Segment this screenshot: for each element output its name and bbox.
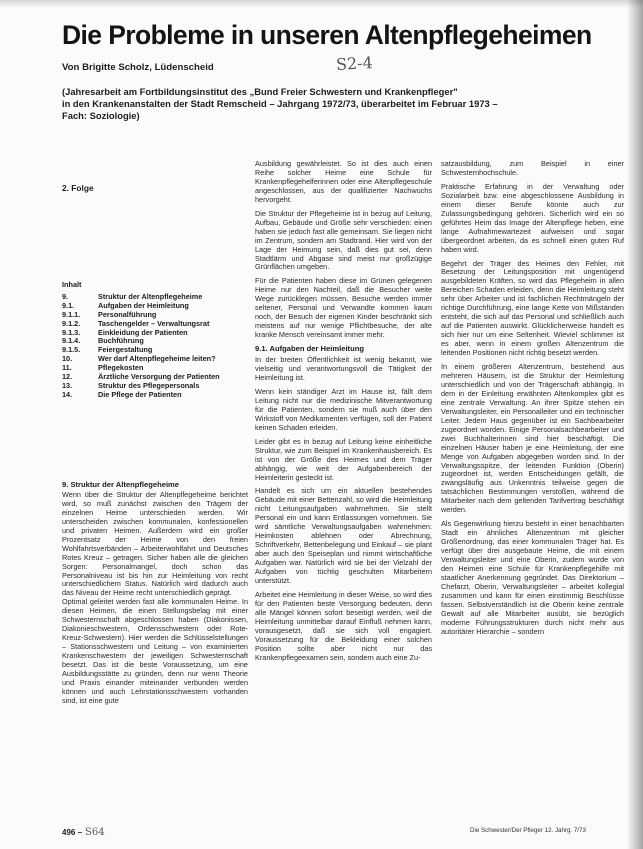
column-3	[441, 160, 624, 642]
series-part-label: 2. Folge	[62, 183, 94, 193]
toc-item-number: 9.1.1.	[62, 309, 81, 319]
toc-item-number: 12.	[62, 372, 73, 382]
page-number	[62, 827, 105, 838]
toc-item-number: 14.	[62, 389, 73, 399]
page-number-text: 496 –	[62, 828, 83, 837]
intro-line: (Jahresarbeit am Fortbildungsinstitut des „Bund Freier Schwestern und Krankenpfleger"	[62, 86, 458, 97]
toc-item-text: Taschengelder – Verwaltungsrat	[98, 318, 210, 328]
body-paragraph: Praktische Erfahrung in der Verwaltung oder Sozialarbeit bzw. eine abgeschlossene Ausbildung in einem dieser Berufe könnte auch zur Zulassungsbedingung gehören. Sicherlich wird ein so geführtes Heim das Image der Altenpflege heben, eine lange Aufnahmewartezeit aufweisen und sogar übergeordnet arbeiten, da es schnell einen guten Ruf haben wird.	[441, 181, 624, 254]
body-paragraph: Für die Patienten haben diese im Grünen gelegenen Heime nur den Nachteil, daß die Besucher weite Wege zurücklegen müssen. Besuche werden immer seltener, Personal und Verwandte kommen kaum noch, der Besuch der eigenen Kinder beschränkt sich meistens auf nur wenige Pflichtbesuche, der alte kranke Mensch vereinsamt immer mehr.	[255, 276, 432, 340]
handwritten-page-note: S64	[85, 827, 105, 838]
scan-top-shadow	[0, 0, 643, 8]
article-title: Die Probleme in unseren Altenpflegeheimen	[62, 20, 592, 50]
intro-line: in den Krankenanstalten der Stadt Remscheid – Jahrgang 1972/73, überarbeitet im Februar 1973 –	[62, 98, 498, 110]
toc-item	[62, 391, 248, 400]
intro-line: Fach: Soziologie)	[62, 110, 140, 122]
body-paragraph: Die Struktur der Pflegeheime ist in bezug auf Leitung, Aufbau, Gebäude und Größe sehr verschieden: einen haben sie jedoch fast alle gemeinsam. Sie liegen nicht im Zentrum, sondern am Stadtrand. Hier wird von der Lage der Heimung sein, daß dies gut sei, denn Stadtlärm und Abgase sind meist nur großzügige Grünflächen umgeben.	[255, 208, 432, 272]
toc-heading: Inhalt	[62, 280, 82, 289]
body-paragraph: In der breiten Öffentlichkeit ist wenig bekannt, wie vielseitig und verantwortungsvoll die Tätigkeit der Heimleitung ist.	[255, 355, 432, 382]
toc-item-text: Feiergestaltung	[98, 345, 153, 355]
toc-item-text: Einkleidung der Patienten	[98, 327, 188, 337]
body-paragraph: Als Gegenwirkung hierzu besteht in einer benachbarten Stadt ein ähnliches Altenzentrum mit gleicher Größenordnung, das einer kommunalen Träger hat. Es verfügt über drei ausgebaute Heime, die mit einem Verwaltungsleiter und eine Oberin, zudem wurde von den Heimen eine Schule für Krankenpflegehilfe mit staatlicher Anerkennung gegründet. Das Direktorium – Chefarzt, Oberin, Verwaltungsleiter – arbeitet kollegial zusammen und kann für einen einstimmig Beschlüsse fassen. Selbstverständlich ist die Oberin keine zentrale Gewalt auf alle Mitarbeiter ausübt, sie bezüglich moderne Führungsstrukturen durch nicht mehr aus autoritärer Hierarchie – sondern	[441, 519, 624, 636]
toc-item-number: 13.	[62, 380, 73, 390]
body-paragraph: In einem größeren Altenzentrum, bestehend aus mehreren Häusern, ist die Struktur der Heimleitung unterschiedlich und von der Trägerschaft abhängig. In dem in der Einleitung erwähnten Altenkomplex gibt es eine zentrale Verwaltung. An ihrer Spitze stehen ein Verwaltungsleiter, ein Personalleiter und ein technischer Leiter. Jedem Haus gegenüber ist ein Sachbearbeiter zugeordnet worden. Einige Personalsachbearbeiter und zwei Buchhalterinnen sind hier beschäftigt. Die einzelnen Häuser haben je eine Heimleitung, der eine Menge von Aufgaben abgegeben worden sind. In der Verwaltungsspitze, der leitenden Funktion (Oberin) zugeordnet ist, werden Entscheidungen gefällt, die zwangsläufig aus Unkenntnis teilweise gegen die tatsächlichen Bestimmungen verstoßen, während die Mitarbeiter nach dem geltenden Tarifvertrag beschäftigt werden.	[441, 362, 624, 515]
body-paragraph: Arbeitet eine Heimleitung in dieser Weise, so wird dies für den Patienten beste Versorgung bedeuten, denn alle Mängel können sofort beseitigt werden, weil die Heimleitung unmittelbar darauf Einfluß nehmen kann, vorausgesetzt, daß sie sich voll engagiert. Voraussetzung für die Bekleidung einer solchen Position sollte aber nicht nur das Krankenpflegeexamen sein, sondern auch eine Zu-	[255, 589, 432, 662]
article-byline: Von Brigitte Scholz, Lüdenscheid	[62, 62, 214, 73]
section-heading: 9.1. Aufgaben der Heimleitung	[255, 344, 365, 354]
table-of-contents	[62, 281, 248, 400]
toc-item-number: 11.	[62, 363, 72, 373]
toc-item-text: Buchführung	[98, 336, 144, 346]
toc-item-text: Die Pflege der Patienten	[98, 389, 182, 399]
toc-item-text: Ärztliche Versorgung der Patienten	[98, 372, 220, 382]
column-2	[255, 160, 432, 668]
toc-item	[62, 329, 248, 338]
toc-item-text: Struktur der Altenpflegeheime	[98, 291, 203, 301]
toc-item-text: Personalführung	[98, 309, 157, 319]
handwritten-note: S2-4	[335, 53, 374, 74]
toc-item-text: Struktur des Pflegepersonals	[98, 380, 200, 390]
journal-footer: Die Schwester/Der Pfleger 12. Jahrg. 7/73	[470, 827, 586, 834]
body-paragraph: Ausbildung gewährleistet. So ist dies auch einen Reihe solcher Heime eine Schule für Krankenpflegehelferinnen oder eine Altenpflegeschule angeschlossen, aus der qualifizierter Nachwuchs hervorgeht.	[255, 159, 432, 204]
toc-item-text: Wer darf Altenpflegeheime leiten?	[98, 354, 216, 364]
column-1-text	[62, 481, 248, 706]
toc-item-number: 9.1.5.	[62, 345, 81, 355]
toc-item-number: 9.1.3.	[62, 327, 81, 337]
article-intro	[62, 86, 582, 123]
toc-item-text: Pflegekosten	[98, 363, 144, 373]
section-heading: 9. Struktur der Altenpflegeheime	[62, 480, 180, 489]
toc-item-number: 10.	[62, 354, 73, 364]
toc-item-number: 9.1.4.	[62, 336, 81, 346]
toc-item-number: 9.1.2.	[62, 318, 81, 328]
body-paragraph: Begehrt der Träger des Heimes den Fehler, mit Besetzung der Leitungsposition mit ungenügend ausgebildeten Kräften, so wird das Pflegeheim in allen Bereichen Schaden erleiden, denn die Heimleitung steht sehr über Arbeiter und ist fachlichen Rechtmängeln der richtige Durchführung, eine lange Kette von Mißständen entsteht, die sich auf das Personal und schließlich auch auf die Patienten auswirkt. Glücklicherweise handelt es sich hier nur um eine Seltenheit. Wieviel schlimmer ist es aber, wenn in einem großen Altenzentrum die leitenden Positionen nicht richtig besetzt werden.	[441, 258, 624, 358]
body-paragraph: Handelt es sich um ein aktuellen bestehendes Gebäude mit einer Bettenzahl, so wird die Heimleitung nicht Leitungsaufgaben wahrnehmen. Sie stellt Personal ein und kann Entlassungen vornehmen. Sie wird sämtliche Verwaltungsaufgaben wahrnehmen: Heimkosten ablehnen oder Abrechnung, Schriftverkehr, Bettenbelegung und Einkauf – sie plant aber auch den Speiseplan und nimmt wirtschaftliche Aufgaben war. Natürlich wird sie bei der Vielzahl der Aufgaben von tüchtig geschulten Mitarbeitern unterstützt.	[255, 486, 432, 585]
toc-item	[62, 337, 248, 346]
toc-item-text: Aufgaben der Heimleitung	[98, 300, 189, 310]
body-paragraph: satzausbildung, zum Beispiel in einer Schwesternhochschule.	[441, 159, 624, 177]
toc-item	[62, 355, 248, 364]
body-paragraph: Leider gibt es in bezug auf Leitung keine einheitliche Struktur, wie zum Beispiel im Krankenhausbereich. Es ist von der Größe des Heimes und dem Träger abhängig, wie weit der Aufgabenbereich der Heimleiterin gesteckt ist.	[255, 436, 432, 482]
toc-item-number: 9.1.	[62, 300, 75, 310]
body-paragraph: Wenn über die Struktur der Altenpflegeheime berichtet wird, so muß zunächst zwischen den Trägern der einzelnen Heime unterschieden werden. Wir unterscheiden zwischen kommunalen, konfessionellen und privaten Heimen. Außerdem wird ein großer Prozentsatz der Heime von den freien Wohlfahrtsverbänden – Arbeiterwohlfahrt und Deutsches Rotes Kreuz – getragen. Sicher haben alle die gleichen Sorgen: Personalmangel, doch schon das Personalniveau ist bis hin zur Heimleitung von recht unterschiedlichem Status. Natürlich wird dadurch auch das Niveau der Heime recht unterschiedlich geprägt.	[62, 489, 248, 598]
toc-item-number: 9.	[62, 291, 69, 301]
scan-edge-shadow	[627, 0, 643, 849]
body-paragraph: Wenn kein ständiger Arzt im Hause ist, fällt dem Leitung nicht nur die medizinische Mitverantwortung für die Patienten, sondern sie muß auch über den Wirkstoff von Medikamenten verfügen, soll der Patient keinen Schaden erleiden.	[255, 386, 432, 432]
body-paragraph: Optimal geleitet werden fast alle kommunalen Heime. In diesen Heimen, die einen Stellungsbelag mit einer Schwesternschaft abgeschlossen haben (Diakonissen, Diakonieschwestern, Ordensschwestern oder Rote-Kreuz-Schwestern). Hier werden die Schlüsselstellungen – Stationsschwestern und Leitung – von examinierten Krankenschwestern der jeweiligen Schwesternschaft besetzt. Das ist die beste Voraussetzung, um eine Ausbildungsstätte zu gründen, denn nur wenn Theorie und Praxis einander miteinander verbunden werden können und auch Lehrstationsschwestern vorhanden sind, ist eine gute	[62, 597, 248, 705]
